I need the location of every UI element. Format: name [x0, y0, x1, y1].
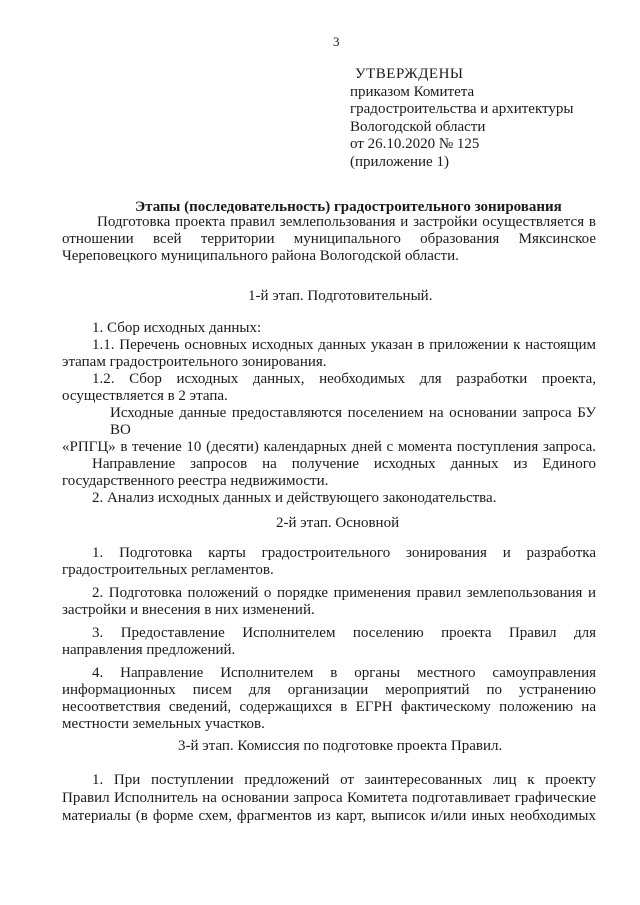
approval-date: от 26.10.2020 № 125 [350, 136, 480, 152]
text-line: информационных писем для организации мероприятий по устранению [62, 682, 596, 698]
stage3-heading: 3-й этап. Комиссия по подготовке проекта Правил. [178, 738, 503, 754]
approval-title: УТВЕРЖДЕНЫ [355, 66, 464, 82]
text-line: 3. Предоставление Исполнителем поселению проекта Правил для [92, 625, 596, 641]
text-line: направления предложений. [62, 642, 236, 658]
text-line: «РПГЦ» в течение 10 (десяти) календарных дней с момента поступления запроса. [62, 439, 596, 455]
text-line: Направление запросов на получение исходных данных из Единого [92, 456, 596, 472]
text-line: 1. Сбор исходных данных: [92, 320, 262, 336]
stage3-body [62, 771, 596, 825]
text-line: местности земельных участков. [62, 716, 265, 732]
text-line: отношении всей территории муниципального образования Мяксинское [62, 231, 596, 247]
text-line: 4. Направление Исполнителем в органы местного самоуправления [92, 665, 596, 681]
stage1-body [62, 320, 596, 507]
text-line: Череповецкого муниципального района Вологодской области. [62, 248, 459, 264]
intro-paragraph [62, 214, 596, 265]
stage2-heading: 2-й этап. Основной [276, 515, 400, 531]
text-line: 2. Анализ исходных данных и действующего законодательства. [92, 490, 497, 506]
document-title: Этапы (последовательность) градостроительного зонирования [135, 199, 562, 215]
approval-line: градостроительства и архитектуры [350, 101, 574, 117]
text-line: несоответствия сведений, содержащихся в ЕГРН фактическому положению на [62, 699, 596, 715]
text-line: 1.1. Перечень основных исходных данных указан в приложении к настоящим [92, 337, 596, 353]
text-line: материалы (в форме схем, фрагментов из карт, выписок и/или иных необходимых [62, 808, 596, 824]
text-line: Исходные данные предоставляются поселением на основании запроса БУ ВО [110, 405, 596, 438]
text-line: 1.2. Сбор исходных данных, необходимых для разработки проекта, [92, 371, 596, 387]
approval-line: приказом Комитета [350, 83, 475, 100]
page-number: 3 [333, 34, 340, 49]
text-line: градостроительных регламентов. [62, 562, 274, 578]
text-line: 2. Подготовка положений о порядке применения правил землепользования и [92, 585, 596, 601]
text-line: осуществляется в 2 этапа. [62, 388, 228, 404]
text-line: этапам градостроительного зонирования. [62, 354, 327, 370]
text-line: застройки и внесения в них изменений. [62, 602, 315, 618]
stage2-body [62, 545, 596, 733]
text-line: 1. Подготовка карты градостроительного зонирования и разработка [92, 545, 596, 561]
approval-line: Вологодской области [350, 118, 486, 135]
text-line: 1. При поступлении предложений от заинтересованных лиц к проекту [92, 772, 596, 788]
stage1-heading: 1-й этап. Подготовительный. [248, 288, 433, 304]
text-line: государственного реестра недвижимости. [62, 473, 329, 489]
approval-line: (приложение 1) [350, 153, 449, 170]
text-line: Правил Исполнитель на основании запроса Комитета подготавливает графические [62, 790, 596, 806]
approval-stamp [350, 66, 573, 171]
text-line: Подготовка проекта правил землепользования и застройки осуществляется в [97, 214, 596, 230]
